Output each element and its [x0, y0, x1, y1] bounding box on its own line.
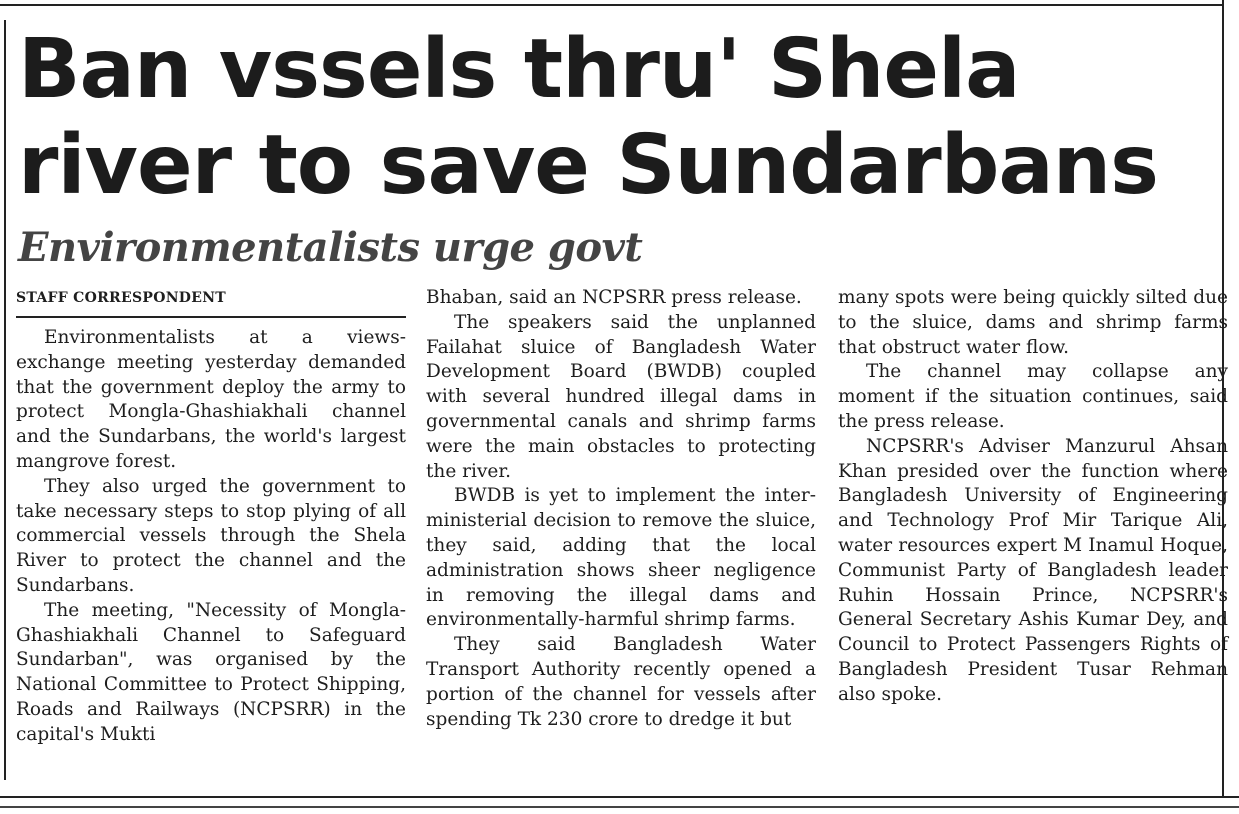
paragraph: The meeting, "Necessity of Mongla-Ghashiakhali Channel to Safeguard Sundarban", was organised by the National Committee to Protect Shipping, Roads and Railways (NCPSRR) in the capital's Mukti: [16, 599, 406, 745]
article-column-1: [16, 286, 406, 748]
paragraph: They said Bangladesh Water Transport Authority recently opened a portion of the channel for vessels after spending Tk 230 crore to dredge it but: [426, 634, 816, 730]
top-rule: [0, 0, 1224, 6]
bottom-rule-secondary: [0, 806, 1239, 808]
bottom-rule: [0, 796, 1239, 798]
article-column-2: [426, 286, 816, 732]
paragraph: NCPSRR's Adviser Manzurul Ahsan Khan presided over the function where Bangladesh University of Engineering and Technology Prof Mir Tarique Ali, water resources expert M Inamul Hoque, Communist Party of Bangladesh leader Ruhin Hossain Prince, NCPSRR's General Secretary Ashis Kumar Dey, and Council to Protect Passengers Rights of Bangladesh President Tusar Rehman also spoke.: [838, 435, 1228, 705]
paragraph: BWDB is yet to implement the inter-ministerial decision to remove the sluice, they said, adding that the local administration shows sheer negligence in removing the illegal dams and environmentally-harmful shrimp farms.: [426, 485, 816, 631]
paragraph: The speakers said the unplanned Failahat sluice of Bangladesh Water Development Board (BWDB) coupled with several hundred illegal dams in governmental canals and shrimp farms were the main obstacles to protecting the river.: [426, 311, 816, 482]
paragraph: The channel may collapse any moment if the situation continues, said the press release.: [838, 361, 1228, 432]
byline: STAFF CORRESPONDENT: [16, 286, 406, 318]
paragraph-continued: Bhaban, said an NCPSRR press release.: [426, 287, 802, 308]
article-subheadline: Environmentalists urge govt: [18, 224, 643, 271]
paragraph-continued: many spots were being quickly silted due to the sluice, dams and shrimp farms that obstruct water flow.: [838, 287, 1228, 358]
article-column-3: [838, 286, 1228, 708]
paragraph: Environmentalists at a views-exchange meeting yesterday demanded that the government deploy the army to protect Mongla-Ghashiakhali channel and the Sundarbans, the world's largest mangrove forest.: [16, 327, 406, 472]
article-headline: Ban vssels thru' Shela river to save Sundarbans: [18, 22, 1158, 213]
paragraph: They also urged the government to take necessary steps to stop plying of all commercial vessels through the Shela River to protect the channel and the Sundarbans.: [16, 475, 406, 596]
left-rule: [4, 20, 6, 780]
